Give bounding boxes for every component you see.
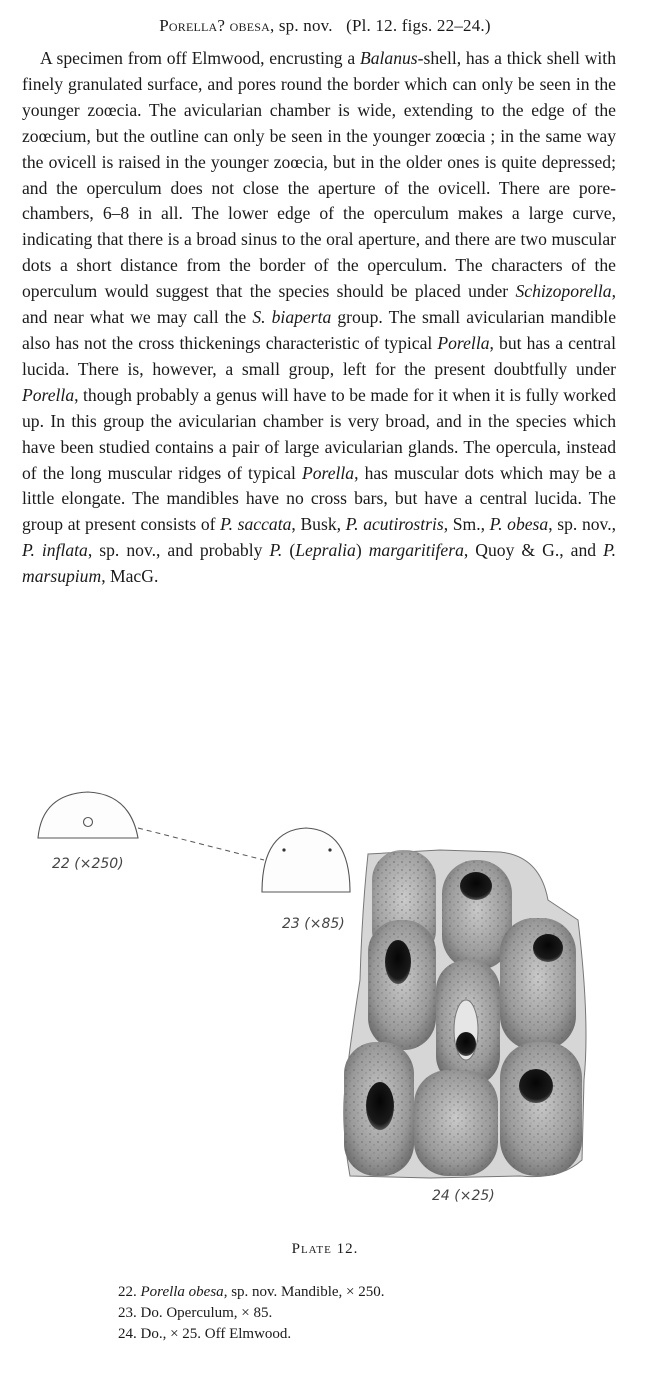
heading-genus: Porella <box>159 16 218 35</box>
heading-query: ? <box>217 16 230 35</box>
italic-term: Balanus <box>359 48 418 68</box>
italic-term: P. marsupium <box>22 540 616 587</box>
caption-text: , sp. nov. Mandible, × 250. <box>223 1284 385 1300</box>
text-run: , and near what we may call the <box>22 281 616 328</box>
italic-term: Schizoporella <box>515 281 612 302</box>
italic-term: Porella <box>22 384 75 405</box>
italic-term: S. biaperta <box>252 307 332 328</box>
text-run: , Quoy & G., and <box>463 540 604 561</box>
fig23-label: 23 (×85) <box>282 916 345 932</box>
text-run: group. The small avicularian mandible also has not the cross thickenings characteristic of typical <box>22 307 616 353</box>
text-run: A specimen from off Elmwood, encrusting a <box>40 48 360 68</box>
text-run: , Busk, <box>291 514 346 535</box>
plate-captions <box>118 1282 538 1345</box>
caption-number: 22. <box>118 1284 141 1300</box>
caption-line <box>118 1324 538 1345</box>
caption-line <box>118 1303 538 1324</box>
italic-term: P. obesa <box>489 514 549 535</box>
fig23-operculum-drawing <box>262 828 350 892</box>
italic-term: P. <box>269 540 283 561</box>
fig-connector-line <box>138 828 264 860</box>
italic-term: P. acutirostris <box>345 514 444 535</box>
caption-line <box>118 1282 538 1303</box>
text-run: , has muscular dots which may be a little elongate. The mandibles have no cross bars, but have a central lucida. The group at present consists of <box>22 462 616 535</box>
text-run: ) <box>355 540 369 561</box>
caption-number: 24. <box>118 1326 141 1342</box>
description-paragraph <box>22 46 616 590</box>
heading-plate-ref: (Pl. 12. figs. 22–24.) <box>346 16 491 35</box>
text-run: , MacG. <box>101 566 159 587</box>
italic-term: margaritifera <box>368 540 464 561</box>
plate-figures <box>0 780 650 1220</box>
text-run: ( <box>282 540 296 561</box>
text-run: -shell, has a thick shell with finely granulated surface, and pores round the border which can only be seen in the younger zoœcia. The avicularian chamber is wide, extending to the edge of the zoœcium, but the outline can only be seen in the younger zoœcia ; in the same way the ovicell is raised in the younger zoœcia, but in the older ones is quite depressed; and the operculum does not close the aperture of the ovicell. There are pore-chambers, 6–8 in all. The lower edge of the operculum makes a large curve, indicating that there is a broad sinus to the oral aperture, and there are two muscular dots a short distance from the border of the operculum. The characters of the operculum would suggest that the species should be placed under <box>22 48 616 302</box>
fig24-colony-drawing <box>344 850 586 1178</box>
text-run: , Sm., <box>443 514 490 535</box>
italic-term: P. inflata <box>22 540 88 561</box>
plate-title: Plate 12. <box>291 1241 359 1257</box>
caption-text: Do., × 25. Off Elmwood. <box>140 1326 292 1342</box>
italic-term: Porella <box>437 332 490 353</box>
heading-status: , sp. nov. <box>269 16 333 35</box>
caption-number: 23. <box>118 1305 141 1321</box>
text-run: , sp. nov., <box>548 514 616 535</box>
text-run: , but has a central lucida. There is, however, a small group, left for the present doubtfully under <box>22 332 616 379</box>
caption-taxon: Porella obesa <box>140 1284 224 1300</box>
heading-species: obesa <box>229 16 270 35</box>
fig22-mandible-drawing <box>38 792 138 838</box>
italic-term: Lepralia <box>295 540 356 561</box>
caption-text: Do. Operculum, × 85. <box>140 1305 273 1321</box>
text-run: , sp. nov., and probably <box>87 540 270 561</box>
fig22-label: 22 (×250) <box>52 856 124 872</box>
fig24-label: 24 (×25) <box>432 1188 495 1204</box>
description-body <box>22 46 616 590</box>
italic-term: P. saccata <box>220 514 292 535</box>
italic-term: Porella <box>301 462 355 483</box>
figure-drawings <box>0 780 650 1220</box>
section-heading <box>0 16 650 36</box>
text-run: , though probably a genus will have to be made for it when it is fully worked up. In this group the avicularian chamber is very broad, and in the species which have been studied contains a pair of large avicularian glands. The opercula, instead of the long muscular ridges of typical <box>22 384 616 483</box>
